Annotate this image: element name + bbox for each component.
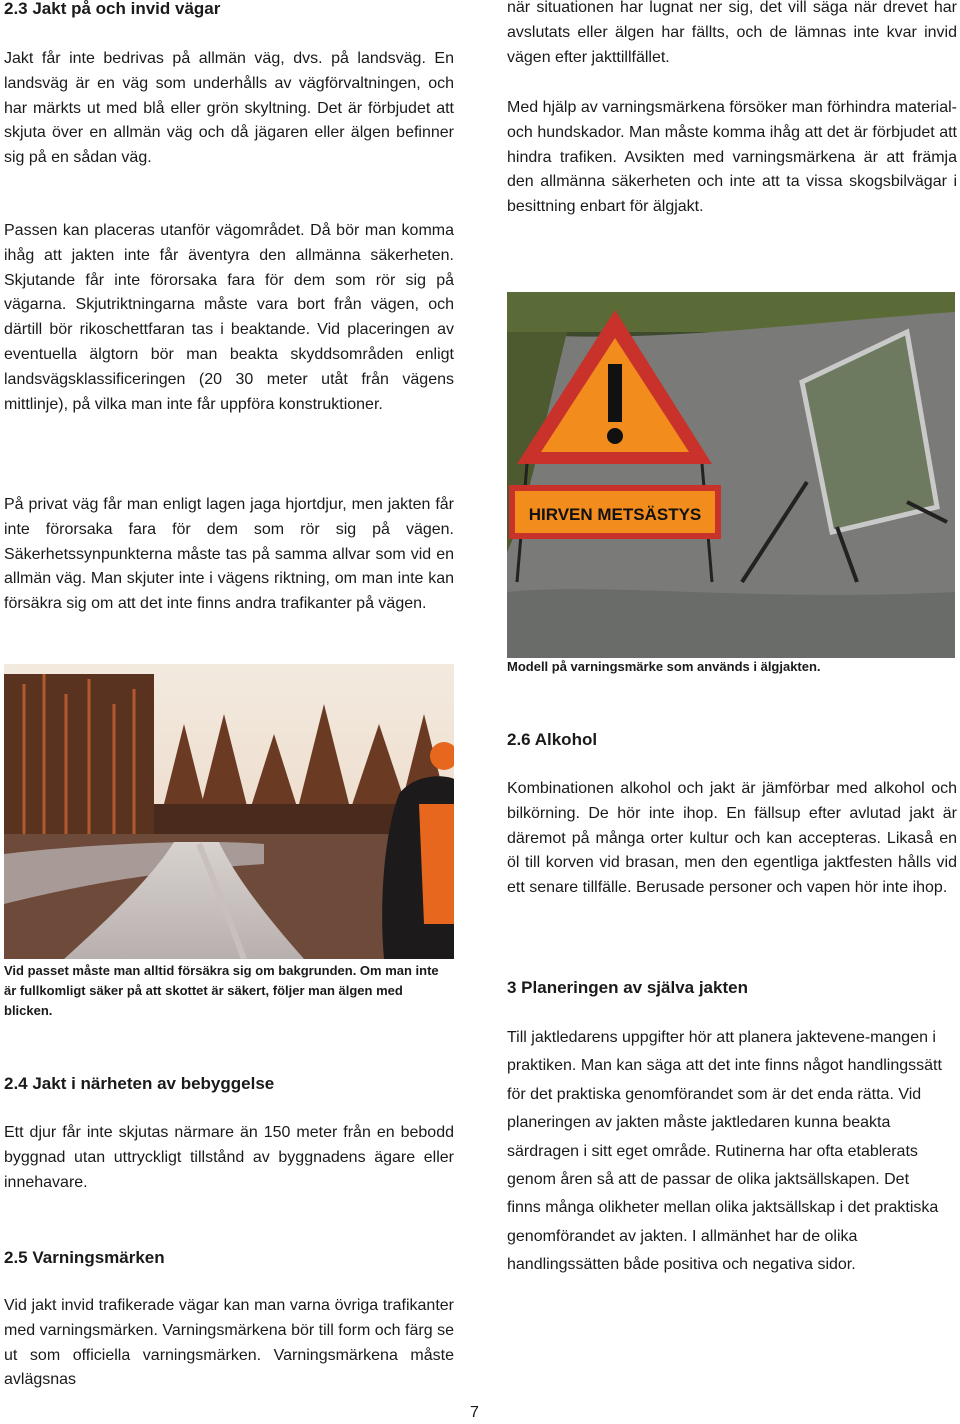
paragraph: Med hjälp av varningsmärkena försöker man förhindra material- och hundskador. Man måste komma ihåg att det är förbjudet att hindra trafiken. Avsikten med varningsmärkena är att främja den allmänna säkerheten och inte att ta vissa skogsbilvägar i besittning enbart för älgjakt. — [507, 99, 957, 216]
page-number: 7 — [470, 1404, 479, 1421]
photo-caption: Vid passet måste man alltid försäkra sig om bakgrunden. Om man inte är fullkomligt säker på att skottet är säkert, följer man älgen med blicken. — [4, 963, 439, 1018]
forest-road-photo — [4, 664, 454, 959]
section-heading-2-3: 2.3 Jakt på och invid vägar — [4, 0, 221, 18]
photo-caption: Modell på varningsmärke som används i älgjakten. — [507, 659, 821, 674]
paragraph: Kombinationen alkohol och jakt är jämförbar med alkohol och bilkörning. De hör inte ihop. En fällsup efter avlutad jakt är däremot på många orter kultur och kan accepteras. Likaså en öl till korven vid brasan, men den egentliga jaktfesten hålls vid ett senare tillfälle. Berusade personer och vapen hör inte ihop. — [507, 780, 957, 897]
paragraph: när situationen har lugnat ner sig, det vill säga när drevet har avslutats eller älgen har fällts, och de lämnas inte kvar invid vägen efter jakttillfället. — [507, 0, 957, 66]
section-heading-2-6: 2.6 Alkohol — [507, 730, 598, 749]
warning-sign-photo — [507, 292, 955, 658]
paragraph: Jakt får inte bedrivas på allmän väg, dvs. på landsväg. En landsväg är en väg som underhålls av vägförvaltningen, och har märkts ut med blå eller grön skyltning. Det är förbjudet att skjuta över en allmän väg och då jägaren eller älgen befinner sig på en sådan väg. — [4, 50, 454, 167]
section-heading-2-4: 2.4 Jakt i närheten av bebyggelse — [4, 1074, 275, 1093]
section-heading-3: 3 Planeringen av själva jakten — [507, 978, 748, 997]
paragraph: Ett djur får inte skjutas närmare än 150 meter från en bebodd byggnad utan uttryckligt tillstånd av byggnadens ägare eller innehavare. — [4, 1124, 454, 1191]
paragraph: Passen kan placeras utanför vägområdet. Då bör man komma ihåg att jakten inte får äventyra den allmänna säkerheten. Skjutande får inte förorsaka fara för dem som rör sig på vägarna. Skjutriktningarna måste vara bort från vägen, och därtill bör rikoschettfaran tas i beaktande. Vid placeringen av eventuella älgtorn bör man beakta skyddsområden enligt landsvägsklassificeringen (20 30 meter utåt från vägens mittlinje), på vilka man inte får uppföra konstruktioner. — [4, 222, 454, 413]
paragraph: Vid jakt invid trafikerade vägar kan man varna övriga trafikanter med varningsmärken. Varningsmärkena bör till form och färg se ut som officiella varningsmärken. Varningsmärkena måste avlägsnas — [4, 1297, 454, 1389]
sign-text: HIRVEN METSÄSTYS — [528, 505, 702, 524]
paragraph: På privat väg får man enligt lagen jaga hjortdjur, men jakten får inte förorsaka fara för dem som rör sig på vägen. Säkerhetssynpunkterna måste tas på samma allvar som vid en allmän väg. Man skjuter inte i vägens riktning, om man inte kan försäkra sig om att det inte finns andra trafikanter på vägen. — [4, 496, 454, 613]
paragraph: Till jaktledarens uppgifter hör att planera jaktevene-mangen i praktiken. Man kan säga att det inte finns något handlingssätt för det praktiska genomförandet som är det enda rätta. Vid planeringen av jakten måste jaktledaren kunna beakta särdragen i sitt eget område. Rutinerna har ofta etablerats genom åren så att de passar de olika jaktsällskapen. Det finns många olikheter mellan olika jaktsällskap i det praktiska genomförandet av jakten. I allmänhet har de olika handlingssätten både positiva och negativa sidor. — [507, 1029, 942, 1274]
section-heading-2-5: 2.5 Varningsmärken — [4, 1248, 165, 1267]
